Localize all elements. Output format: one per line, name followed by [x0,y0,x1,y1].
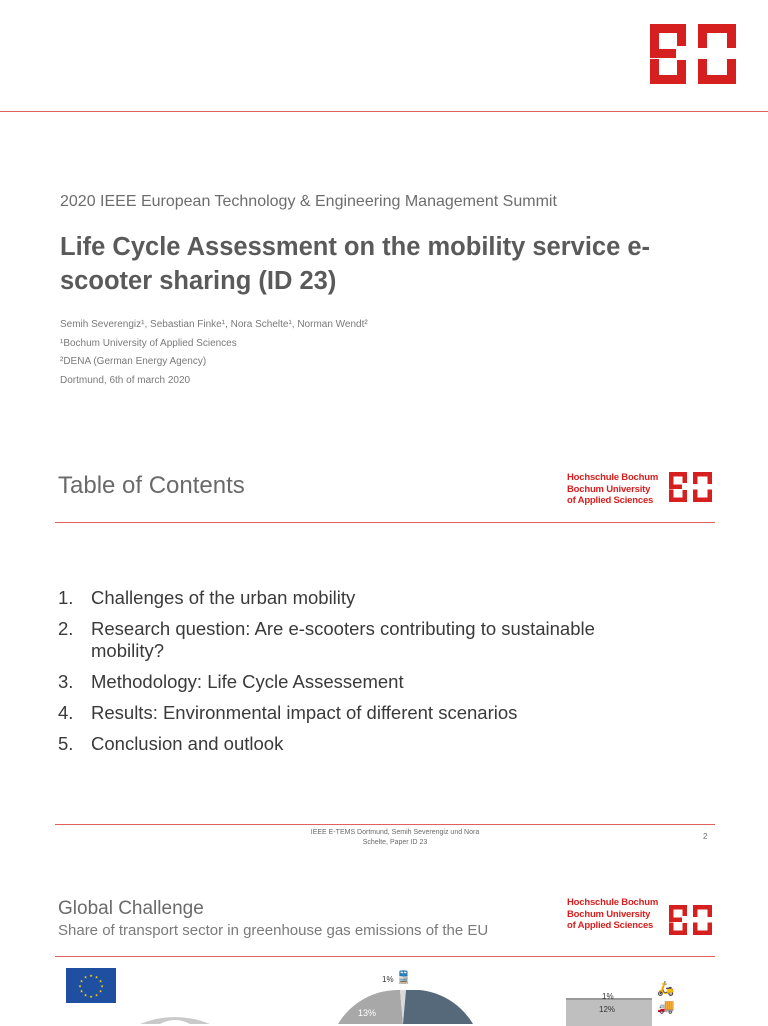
slide3-heading: Global Challenge [58,898,204,919]
slide2-footer-rule [55,824,715,825]
bo-logo-small [668,903,714,937]
svg-text:★: ★ [83,992,88,998]
svg-text:★: ★ [89,994,93,999]
rail-share-label: 1% [382,975,394,984]
svg-text:★: ★ [94,974,99,980]
toc-item: 1. Challenges of the urban mobility [58,587,356,608]
toc-item: 3. Methodology: Life Cycle Assessement [58,671,404,692]
author-block [60,316,368,390]
svg-text:★: ★ [100,983,104,989]
bo-logo-small [668,470,714,504]
svg-text:★: ★ [79,988,84,994]
toc-heading: Table of Contents [58,472,245,499]
small-pie-chart [120,1010,230,1024]
place-date: Dortmund, 6th of march 2020 [60,374,191,386]
scooter-icon: 🛵 [657,980,675,996]
conference-name: 2020 IEEE European Technology & Engineering Management Summit [60,193,557,210]
university-name: Hochschule Bochum Bochum University of Applied Sciences [567,472,659,506]
toc-item: 5. Conclusion and outlook [58,733,284,754]
truck-icon: 🚚 [657,998,675,1014]
presentation-title: Life Cycle Assessment on the mobility service e-scooter sharing (ID 23) [60,233,651,295]
toc-item: 4. Results: Environmental impact of different scenarios [58,702,518,723]
transport-pie-chart [318,990,488,1024]
toc-list [58,587,661,764]
affiliation-1: ¹Bochum University of Applied Sciences [60,337,237,349]
affiliation-2: ²DENA (German Energy Agency) [60,356,207,367]
slide1-header-rule [0,111,768,112]
slide2-header-rule [55,522,715,523]
svg-text:★: ★ [98,978,103,984]
bar-second-label: 12% [599,1005,616,1014]
svg-text:★: ★ [98,988,103,994]
toc-item: 2. Research question: Are e-scooters contributing to sustainable mobility? [58,618,595,661]
page-number: 2 [703,832,708,841]
authors: Semih Severengiz¹, Sebastian Finke¹, Nora Schelte¹, Norman Wendt² [60,319,368,330]
train-icon: 🚆 [396,970,411,984]
bo-logo [648,22,740,86]
svg-text:★: ★ [79,978,84,984]
eu-flag-icon [66,968,116,1003]
svg-text:★: ★ [94,992,99,998]
slide3-subheading: Share of transport sector in greenhouse gas emissions of the EU [58,922,489,939]
svg-text:★: ★ [89,973,93,978]
bar-top-label: 1% [602,992,614,1001]
svg-text:★: ★ [78,983,82,989]
svg-text:★: ★ [83,974,88,980]
slide3-header-rule [55,956,715,957]
university-name: Hochschule Bochum Bochum University of Applied Sciences [567,897,659,931]
slide-footer: IEEE E-TEMS Dortmund, Semih Severengiz und Nora Schelte, Paper ID 23 [310,829,480,846]
pie-share-label: 13% [358,1008,377,1018]
